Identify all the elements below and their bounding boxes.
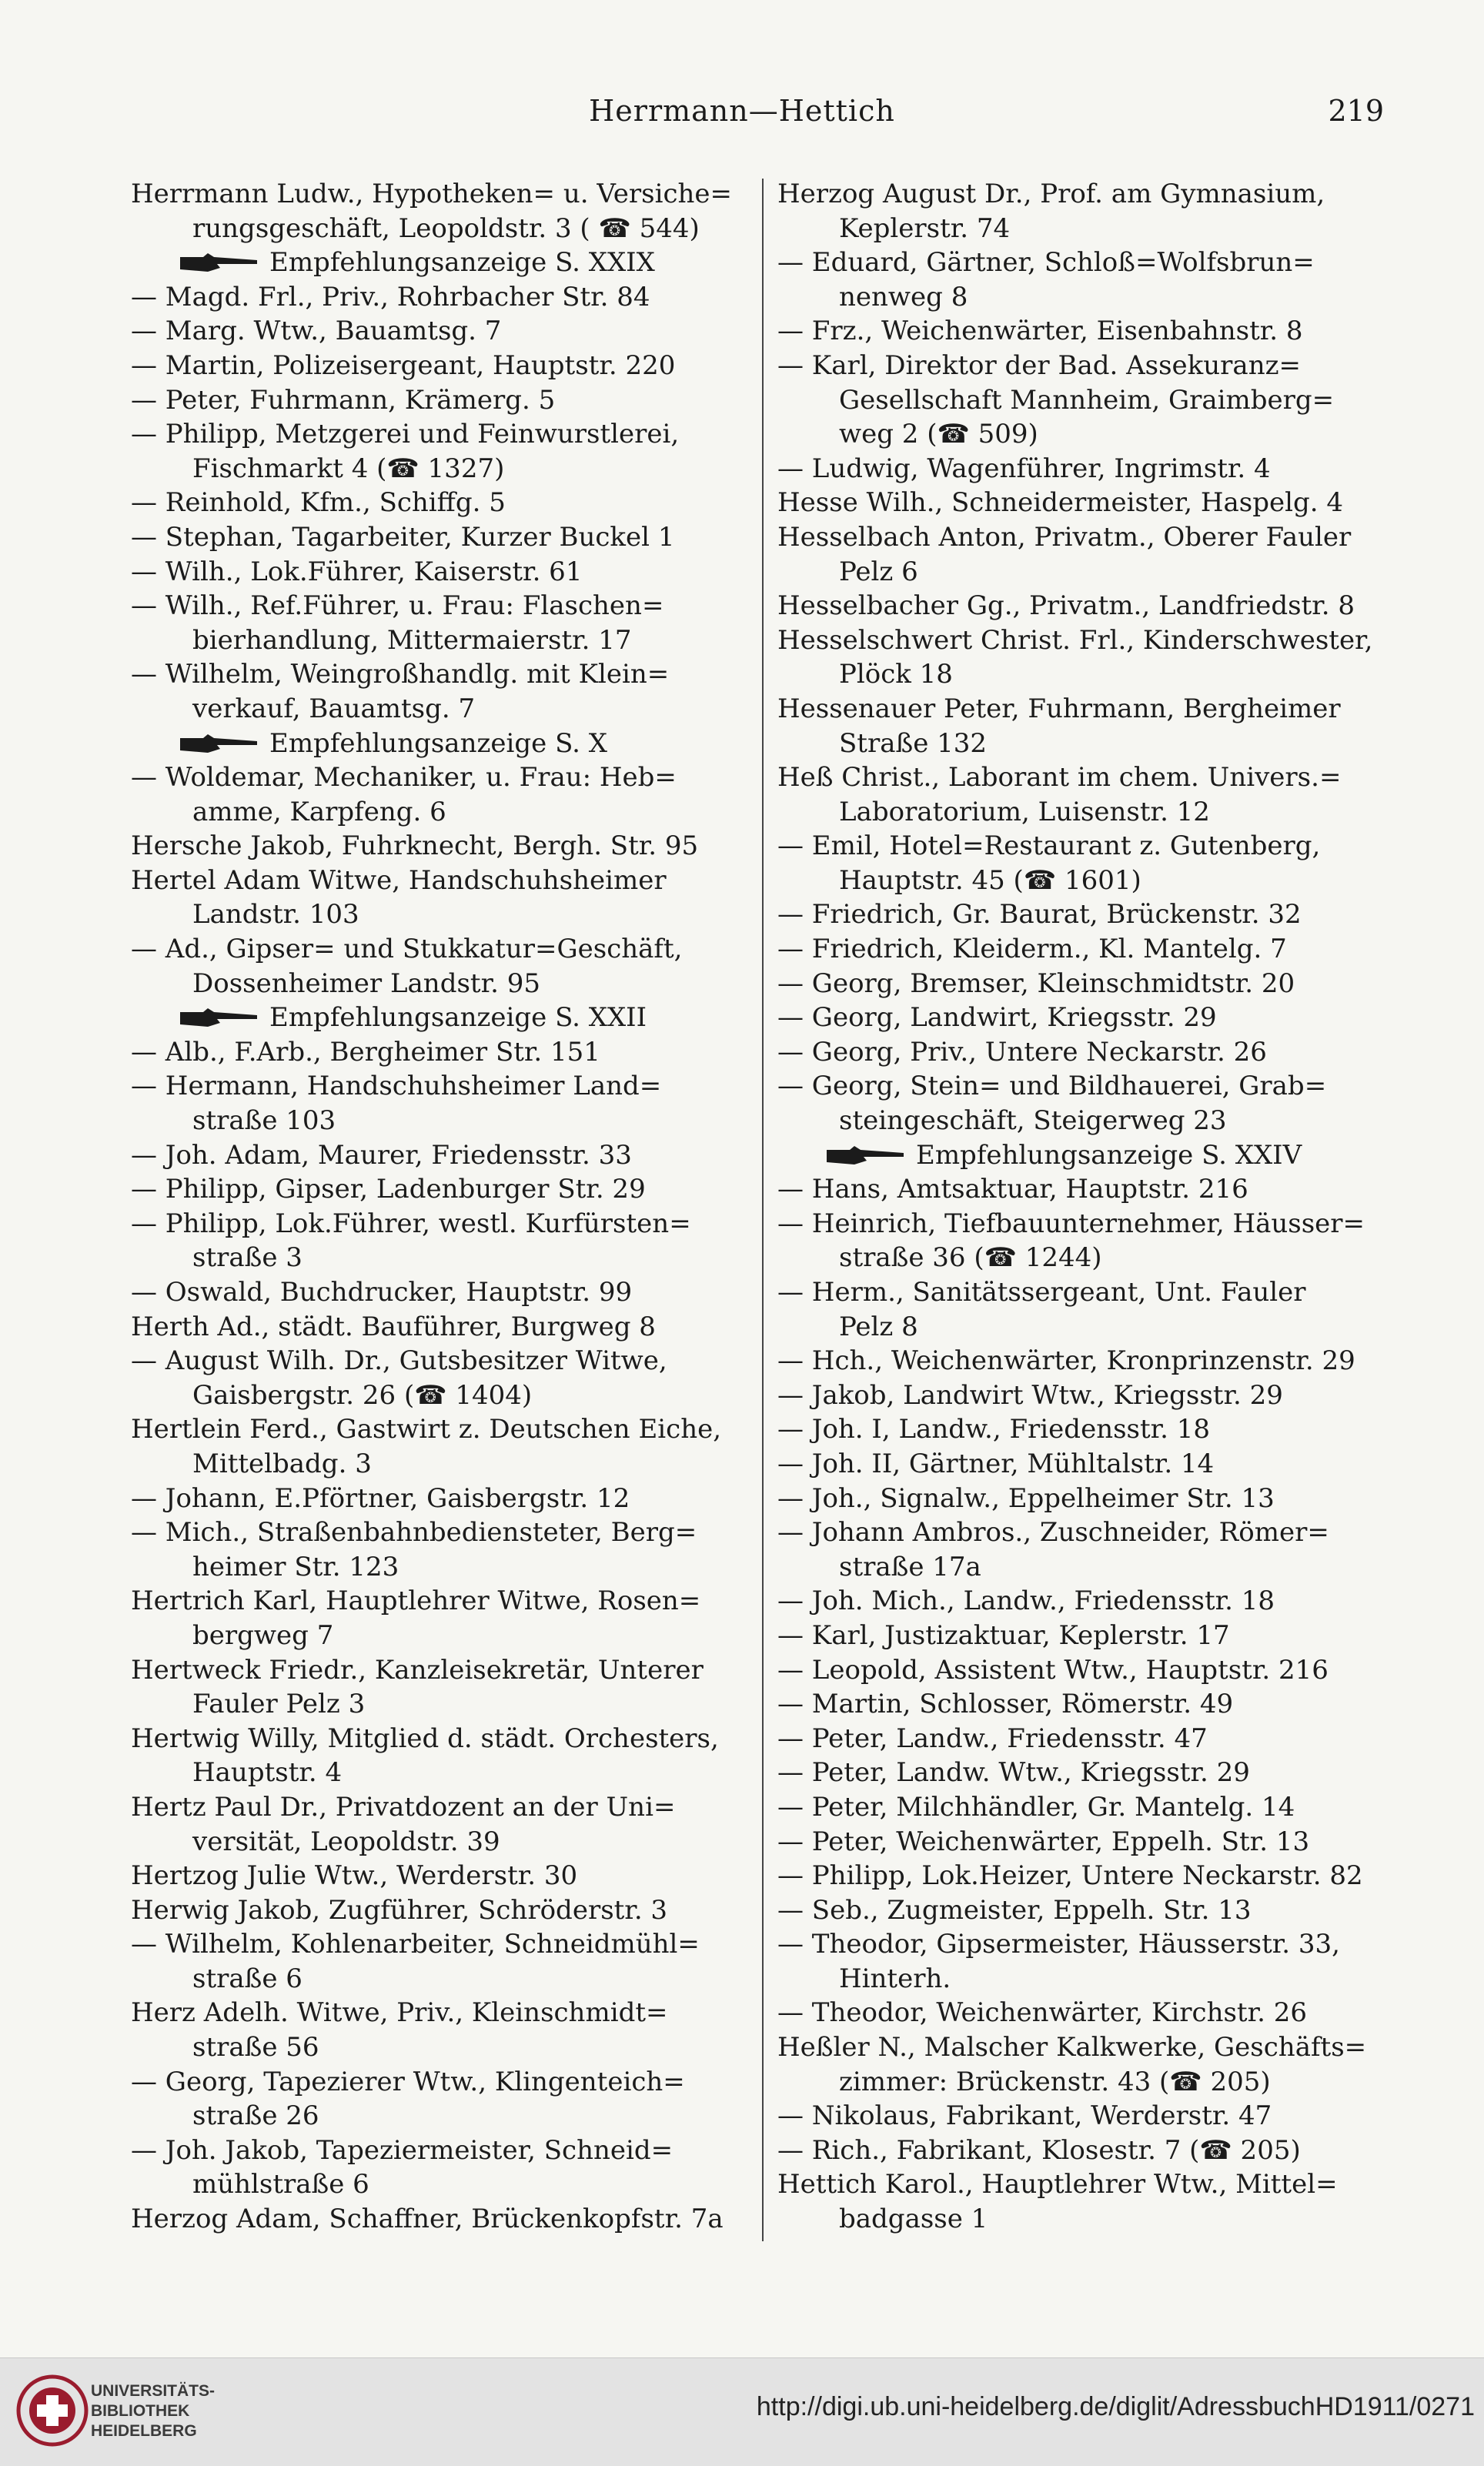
directory-line bbox=[777, 589, 1393, 623]
directory-line bbox=[131, 1927, 747, 1962]
directory-line-text: verkauf, Bauamtsg. 7 bbox=[192, 693, 476, 724]
directory-line-text: Hertrich Karl, Hauptlehrer Witwe, Rosen= bbox=[131, 1586, 701, 1617]
library-name bbox=[91, 2381, 215, 2441]
directory-line bbox=[777, 897, 1393, 932]
directory-line-text: — Hch., Weichenwärter, Kronprinzenstr. 29 bbox=[777, 1345, 1355, 1377]
library-name-line: BIBLIOTHEK bbox=[91, 2402, 190, 2420]
directory-line-text: — Ad., Gipser= und Stukkatur=Geschäft, bbox=[131, 934, 683, 965]
directory-line bbox=[131, 795, 747, 830]
directory-line bbox=[777, 1893, 1393, 1928]
directory-line bbox=[131, 452, 747, 486]
directory-line bbox=[777, 1859, 1393, 1893]
directory-line bbox=[131, 1515, 747, 1550]
directory-line bbox=[131, 1035, 747, 1070]
directory-line-text: Herth Ad., städt. Bauführer, Burgweg 8 bbox=[131, 1311, 656, 1342]
directory-line-text: — Peter, Weichenwärter, Eppelh. Str. 13 bbox=[777, 1826, 1310, 1857]
directory-line-text: — Martin, Polizeisergeant, Hauptstr. 220 bbox=[131, 349, 676, 381]
directory-line bbox=[777, 1584, 1393, 1619]
directory-line bbox=[777, 829, 1393, 864]
directory-line-text: Hesselschwert Christ. Frl., Kinderschwester, bbox=[777, 624, 1373, 656]
directory-line bbox=[777, 520, 1393, 555]
directory-line-text: — Mich., Straßenbahnbediensteter, Berg= bbox=[131, 1517, 697, 1549]
directory-line-text: — August Wilh. Dr., Gutsbesitzer Witwe, bbox=[131, 1345, 667, 1377]
directory-line bbox=[131, 1653, 747, 1688]
directory-line bbox=[777, 623, 1393, 658]
directory-line-text: straße 6 bbox=[192, 1963, 302, 1994]
directory-line-text: — Frz., Weichenwärter, Eisenbahnstr. 8 bbox=[777, 316, 1303, 347]
directory-line bbox=[131, 1069, 747, 1104]
directory-line-text: versität, Leopoldstr. 39 bbox=[192, 1826, 500, 1857]
directory-line-text: — Hermann, Handschuhsheimer Land= bbox=[131, 1071, 662, 1102]
directory-line-text: nenweg 8 bbox=[839, 281, 968, 312]
directory-line-text: Straße 132 bbox=[839, 727, 988, 759]
directory-line bbox=[131, 1412, 747, 1447]
directory-line-text: — Friedrich, Kleiderm., Kl. Mantelg. 7 bbox=[777, 934, 1287, 965]
directory-line-text: Plöck 18 bbox=[839, 659, 953, 690]
pointing-hand-icon bbox=[177, 1006, 262, 1029]
directory-line-text: Laboratorium, Luisenstr. 12 bbox=[839, 796, 1210, 827]
directory-line-text: — Wilhelm, Weingroßhandlg. mit Klein= bbox=[131, 659, 670, 690]
advertisement-reference bbox=[131, 246, 747, 280]
directory-line bbox=[777, 246, 1393, 280]
directory-line-text: Dossenheimer Landstr. 95 bbox=[192, 967, 540, 999]
directory-line bbox=[131, 589, 747, 623]
directory-line bbox=[777, 1619, 1393, 1653]
directory-line bbox=[131, 1550, 747, 1585]
directory-line-text: bergweg 7 bbox=[192, 1619, 334, 1651]
directory-line-text: — Joh. I, Landw., Friedensstr. 18 bbox=[777, 1414, 1211, 1445]
directory-line-text: Empfehlungsanzeige S. XXIX bbox=[269, 247, 655, 279]
directory-line bbox=[131, 314, 747, 349]
directory-line bbox=[777, 555, 1393, 590]
directory-line bbox=[777, 177, 1393, 212]
directory-line-text: Herzog Adam, Schaffner, Brückenkopfstr. 7a bbox=[131, 2204, 724, 2235]
directory-line-text: bierhandlung, Mittermaierstr. 17 bbox=[192, 624, 632, 656]
directory-line bbox=[131, 2202, 747, 2237]
page-header bbox=[0, 91, 1484, 137]
directory-line-text: Hessenauer Peter, Fuhrmann, Bergheimer bbox=[777, 693, 1341, 724]
directory-line bbox=[777, 1207, 1393, 1241]
directory-line bbox=[777, 1241, 1393, 1275]
directory-line-text: — Magd. Frl., Priv., Rohrbacher Str. 84 bbox=[131, 281, 650, 312]
directory-line bbox=[777, 795, 1393, 830]
directory-line bbox=[131, 555, 747, 590]
directory-line-text: — Peter, Landw., Friedensstr. 47 bbox=[777, 1723, 1208, 1754]
directory-line-text: Hersche Jakob, Fuhrknecht, Bergh. Str. 95 bbox=[131, 830, 699, 862]
directory-line bbox=[131, 1104, 747, 1138]
directory-line-text: straße 17a bbox=[839, 1551, 981, 1582]
directory-line-text: Hesselbacher Gg., Privatm., Landfriedstr. 8 bbox=[777, 590, 1355, 622]
directory-line-text: — Johann, E.Pförtner, Gaisbergstr. 12 bbox=[131, 1482, 630, 1514]
directory-line bbox=[777, 1172, 1393, 1207]
directory-line-text: — Joh. Adam, Maurer, Friedensstr. 33 bbox=[131, 1139, 632, 1171]
directory-line-text: — Friedrich, Gr. Baurat, Brückenstr. 32 bbox=[777, 899, 1302, 931]
directory-line-text: — Georg, Stein= und Bildhauerei, Grab= bbox=[777, 1071, 1327, 1102]
directory-line-text: Fischmarkt 4 (☎ 1327) bbox=[192, 453, 505, 484]
directory-line bbox=[777, 1001, 1393, 1035]
directory-line-text: — Wilhelm, Kohlenarbeiter, Schneidmühl= bbox=[131, 1929, 700, 1960]
directory-line-text: — Georg, Tapezierer Wtw., Klingenteich= bbox=[131, 2066, 685, 2097]
directory-line-text: — Joh. II, Gärtner, Mühltalstr. 14 bbox=[777, 1448, 1215, 1479]
directory-line-text: — Philipp, Metzgerei und Feinwurstlerei, bbox=[131, 419, 680, 450]
directory-line-text: — Martin, Schlosser, Römerstr. 49 bbox=[777, 1689, 1234, 1720]
directory-line bbox=[777, 486, 1393, 520]
directory-line-text: — Herm., Sanitätssergeant, Unt. Fauler bbox=[777, 1277, 1306, 1308]
directory-line bbox=[131, 1859, 747, 1893]
directory-line bbox=[131, 177, 747, 212]
directory-line bbox=[777, 1069, 1393, 1104]
directory-line bbox=[131, 1722, 747, 1756]
directory-line-text: Hauptstr. 4 bbox=[192, 1757, 343, 1789]
library-name-line: UNIVERSITÄTS- bbox=[91, 2382, 216, 2400]
directory-line bbox=[131, 417, 747, 452]
directory-line bbox=[131, 1996, 747, 2030]
directory-line bbox=[131, 1756, 747, 1790]
directory-line bbox=[131, 1207, 747, 1241]
directory-line bbox=[131, 692, 747, 727]
directory-line-text: — Stephan, Tagarbeiter, Kurzer Buckel 1 bbox=[131, 521, 675, 553]
directory-line-text: — Philipp, Lok.Heizer, Untere Neckarstr. 82 bbox=[777, 1860, 1363, 1892]
directory-line-text: steingeschäft, Steigerweg 23 bbox=[839, 1105, 1227, 1137]
directory-line-text: — Johann Ambros., Zuschneider, Römer= bbox=[777, 1517, 1329, 1549]
pointing-hand-icon bbox=[177, 251, 262, 274]
directory-line bbox=[131, 280, 747, 315]
directory-line-text: — Hans, Amtsaktuar, Hauptstr. 216 bbox=[777, 1174, 1248, 1205]
directory-line-text: straße 103 bbox=[192, 1105, 336, 1137]
directory-line-text: Herzog August Dr., Prof. am Gymnasium, bbox=[777, 179, 1325, 209]
directory-line bbox=[777, 1996, 1393, 2030]
directory-line-text: mühlstraße 6 bbox=[192, 2169, 369, 2200]
directory-line-text: — Peter, Fuhrmann, Krämerg. 5 bbox=[131, 384, 556, 416]
page-title: Herrmann—Hettich bbox=[589, 94, 895, 128]
directory-line-text: Hertel Adam Witwe, Handschuhsheimer bbox=[131, 864, 667, 896]
directory-line-text: Empfehlungsanzeige S. X bbox=[269, 727, 607, 759]
directory-line-text: weg 2 (☎ 509) bbox=[839, 419, 1038, 450]
directory-line-text: Hesse Wilh., Schneidermeister, Haspelg. 4 bbox=[777, 487, 1344, 519]
directory-line-text: — Karl, Justizaktuar, Keplerstr. 17 bbox=[777, 1619, 1230, 1651]
directory-line bbox=[777, 314, 1393, 349]
directory-line bbox=[131, 1687, 747, 1722]
directory-line bbox=[777, 1515, 1393, 1550]
directory-line bbox=[131, 829, 747, 864]
right-column bbox=[777, 177, 1393, 2237]
directory-line-text: — Ludwig, Wagenführer, Ingrimstr. 4 bbox=[777, 453, 1271, 484]
directory-line bbox=[131, 2099, 747, 2134]
column-divider bbox=[762, 179, 764, 2241]
directory-line bbox=[777, 1790, 1393, 1825]
directory-line-text: — Theodor, Weichenwärter, Kirchstr. 26 bbox=[777, 1997, 1307, 2029]
directory-line-text: — Philipp, Gipser, Ladenburger Str. 29 bbox=[131, 1174, 646, 1205]
directory-line-text: heimer Str. 123 bbox=[192, 1551, 399, 1582]
directory-line-text: Hertlein Ferd., Gastwirt z. Deutschen Eiche, bbox=[131, 1414, 722, 1445]
directory-line-text: Mittelbadg. 3 bbox=[192, 1448, 372, 1479]
directory-line-text: Hettich Karol., Hauptlehrer Wtw., Mittel= bbox=[777, 2169, 1338, 2200]
directory-line bbox=[131, 1344, 747, 1378]
directory-line bbox=[777, 1035, 1393, 1070]
directory-line-text: straße 26 bbox=[192, 2100, 319, 2132]
directory-line-text: Fauler Pelz 3 bbox=[192, 1689, 366, 1720]
directory-line bbox=[777, 692, 1393, 727]
page-number: 219 bbox=[1328, 94, 1384, 128]
directory-line bbox=[777, 1378, 1393, 1413]
directory-line-text: — Eduard, Gärtner, Schloß=Wolfsbrun= bbox=[777, 247, 1315, 279]
directory-line bbox=[131, 1378, 747, 1413]
directory-line bbox=[131, 864, 747, 898]
pointing-hand-icon bbox=[177, 732, 262, 755]
directory-line bbox=[777, 1104, 1393, 1138]
directory-line-text: Empfehlungsanzeige S. XXII bbox=[269, 1002, 647, 1034]
advertisement-reference bbox=[777, 1138, 1393, 1173]
directory-line-text: — Alb., F.Arb., Bergheimer Str. 151 bbox=[131, 1036, 600, 1068]
directory-line-text: Gesellschaft Mannheim, Graimberg= bbox=[839, 384, 1335, 416]
directory-line-text: — Joh. Mich., Landw., Friedensstr. 18 bbox=[777, 1586, 1275, 1617]
directory-line bbox=[131, 1825, 747, 1860]
directory-line-text: — Reinhold, Kfm., Schiffg. 5 bbox=[131, 487, 506, 519]
directory-line-text: — Seb., Zugmeister, Eppelh. Str. 13 bbox=[777, 1894, 1252, 1926]
directory-line bbox=[777, 1687, 1393, 1722]
directory-line bbox=[131, 1893, 747, 1928]
directory-line bbox=[131, 486, 747, 520]
directory-line-text: Herwig Jakob, Zugführer, Schröderstr. 3 bbox=[131, 1894, 668, 1926]
directory-line bbox=[131, 1447, 747, 1482]
directory-line-text: straße 56 bbox=[192, 2032, 319, 2063]
directory-line bbox=[777, 383, 1393, 418]
directory-line bbox=[777, 452, 1393, 486]
directory-line-text: — Philipp, Lok.Führer, westl. Kurfürsten= bbox=[131, 1208, 691, 1239]
directory-line bbox=[131, 1790, 747, 1825]
directory-line bbox=[777, 1344, 1393, 1378]
directory-line bbox=[777, 1653, 1393, 1688]
directory-line bbox=[777, 1550, 1393, 1585]
left-column bbox=[131, 177, 747, 2237]
directory-line-text: — Joh. Jakob, Tapeziermeister, Schneid= bbox=[131, 2134, 673, 2166]
directory-line bbox=[131, 1619, 747, 1653]
directory-line bbox=[777, 1412, 1393, 1447]
directory-line-text: Hinterh. bbox=[839, 1963, 951, 1994]
directory-line-text: straße 3 bbox=[192, 1242, 302, 1274]
directory-line bbox=[777, 280, 1393, 315]
directory-line bbox=[131, 1962, 747, 1997]
directory-line bbox=[777, 1447, 1393, 1482]
directory-line-text: Keplerstr. 74 bbox=[839, 212, 1011, 244]
directory-line bbox=[777, 1927, 1393, 1962]
directory-line-text: rungsgeschäft, Leopoldstr. 3 ( ☎ 544) bbox=[192, 212, 700, 244]
directory-line bbox=[777, 212, 1393, 246]
directory-line bbox=[131, 349, 747, 383]
directory-line bbox=[131, 657, 747, 692]
library-name-line: HEIDELBERG bbox=[91, 2422, 197, 2440]
directory-line-text: — Wilh., Lok.Führer, Kaiserstr. 61 bbox=[131, 556, 583, 587]
directory-line-text: Pelz 8 bbox=[839, 1311, 918, 1342]
pointing-hand-icon bbox=[824, 1144, 908, 1167]
directory-line bbox=[131, 2065, 747, 2100]
directory-line-text: Pelz 6 bbox=[839, 556, 918, 587]
directory-line bbox=[131, 1584, 747, 1619]
directory-line-text: — Oswald, Buchdrucker, Hauptstr. 99 bbox=[131, 1277, 633, 1308]
advertisement-reference bbox=[131, 1001, 747, 1035]
directory-line-text: badgasse 1 bbox=[839, 2204, 988, 2235]
directory-line bbox=[131, 1172, 747, 1207]
directory-line-text: — Georg, Landwirt, Kriegsstr. 29 bbox=[777, 1002, 1217, 1034]
advertisement-reference bbox=[131, 727, 747, 761]
directory-line-text: — Georg, Priv., Untere Neckarstr. 26 bbox=[777, 1036, 1267, 1068]
directory-line bbox=[777, 1310, 1393, 1345]
directory-line-text: zimmer: Brückenstr. 43 (☎ 205) bbox=[839, 2066, 1271, 2097]
directory-line bbox=[131, 520, 747, 555]
directory-line-text: — Marg. Wtw., Bauamtsg. 7 bbox=[131, 316, 502, 347]
directory-line bbox=[777, 864, 1393, 898]
directory-line bbox=[131, 760, 747, 795]
directory-line bbox=[777, 1756, 1393, 1790]
directory-line bbox=[131, 2134, 747, 2168]
directory-line-text: straße 36 (☎ 1244) bbox=[839, 1242, 1102, 1274]
directory-line bbox=[777, 2030, 1393, 2065]
directory-line-text: Hertz Paul Dr., Privatdozent an der Uni= bbox=[131, 1791, 676, 1823]
directory-line bbox=[777, 2099, 1393, 2134]
directory-line bbox=[131, 1482, 747, 1516]
directory-line bbox=[131, 383, 747, 418]
directory-line-text: — Georg, Bremser, Kleinschmidtstr. 20 bbox=[777, 967, 1295, 999]
directory-line-text: Hauptstr. 45 (☎ 1601) bbox=[839, 864, 1141, 896]
directory-line-text: — Emil, Hotel=Restaurant z. Gutenberg, bbox=[777, 830, 1321, 862]
directory-line bbox=[777, 1825, 1393, 1860]
directory-line-text: — Jakob, Landwirt Wtw., Kriegsstr. 29 bbox=[777, 1379, 1283, 1411]
directory-line bbox=[777, 1275, 1393, 1310]
directory-line bbox=[777, 2134, 1393, 2168]
directory-line bbox=[131, 967, 747, 1001]
directory-line bbox=[131, 2030, 747, 2065]
source-url[interactable]: http://digi.ub.uni-heidelberg.de/diglit/AdressbuchHD1911/0271 bbox=[756, 2392, 1475, 2421]
directory-line bbox=[131, 932, 747, 967]
directory-line-text: Landstr. 103 bbox=[192, 899, 359, 931]
directory-line-text: — Heinrich, Tiefbauunternehmer, Häusser= bbox=[777, 1208, 1365, 1239]
directory-line-text: Heß Christ., Laborant im chem. Univers.= bbox=[777, 762, 1342, 794]
footer-bar bbox=[0, 2357, 1484, 2466]
directory-line bbox=[131, 1275, 747, 1310]
directory-line-text: Herrmann Ludw., Hypotheken= u. Versiche= bbox=[131, 179, 733, 209]
directory-line bbox=[777, 727, 1393, 761]
directory-line-text: — Peter, Milchhändler, Gr. Mantelg. 14 bbox=[777, 1791, 1295, 1823]
directory-line bbox=[777, 657, 1393, 692]
directory-line-text: Hertwig Willy, Mitglied d. städt. Orchesters, bbox=[131, 1723, 719, 1754]
directory-line bbox=[131, 1310, 747, 1345]
directory-line bbox=[777, 760, 1393, 795]
directory-line bbox=[777, 349, 1393, 383]
directory-line-text: Hertweck Friedr., Kanzleisekretär, Unterer bbox=[131, 1654, 704, 1686]
directory-line bbox=[131, 623, 747, 658]
directory-line bbox=[131, 1241, 747, 1275]
directory-line-text: — Karl, Direktor der Bad. Assekuranz= bbox=[777, 349, 1301, 381]
directory-line-text: — Peter, Landw. Wtw., Kriegsstr. 29 bbox=[777, 1757, 1250, 1789]
directory-line bbox=[777, 932, 1393, 967]
directory-line bbox=[777, 417, 1393, 452]
university-seal-icon bbox=[14, 2372, 91, 2449]
directory-line-text: — Nikolaus, Fabrikant, Werderstr. 47 bbox=[777, 2100, 1272, 2132]
directory-line bbox=[777, 967, 1393, 1001]
directory-line-text: Empfehlungsanzeige S. XXIV bbox=[916, 1139, 1302, 1171]
directory-line-text: — Theodor, Gipsermeister, Häusserstr. 33, bbox=[777, 1929, 1340, 1960]
directory-line-text: — Wilh., Ref.Führer, u. Frau: Flaschen= bbox=[131, 590, 664, 622]
directory-line bbox=[777, 2065, 1393, 2100]
directory-line-text: amme, Karpfeng. 6 bbox=[192, 796, 446, 827]
directory-line bbox=[131, 1138, 747, 1173]
directory-line-text: — Rich., Fabrikant, Klosestr. 7 (☎ 205) bbox=[777, 2134, 1301, 2166]
directory-line bbox=[777, 2202, 1393, 2237]
directory-line-text: — Leopold, Assistent Wtw., Hauptstr. 216 bbox=[777, 1654, 1329, 1686]
directory-line bbox=[131, 897, 747, 932]
directory-line-text: Heßler N., Malscher Kalkwerke, Geschäfts= bbox=[777, 2032, 1367, 2063]
directory-line bbox=[777, 1962, 1393, 1997]
directory-line-text: Hesselbach Anton, Privatm., Oberer Fauler bbox=[777, 521, 1352, 553]
directory-line-text: — Woldemar, Mechaniker, u. Frau: Heb= bbox=[131, 762, 677, 794]
directory-line-text: Herz Adelh. Witwe, Priv., Kleinschmidt= bbox=[131, 1997, 668, 2029]
directory-line-text: — Joh., Signalw., Eppelheimer Str. 13 bbox=[777, 1482, 1275, 1514]
directory-line-text: Hertzog Julie Wtw., Werderstr. 30 bbox=[131, 1860, 578, 1892]
directory-line bbox=[131, 212, 747, 246]
directory-line-text: Gaisbergstr. 26 (☎ 1404) bbox=[192, 1379, 533, 1411]
directory-line bbox=[777, 1482, 1393, 1516]
directory-line bbox=[777, 2167, 1393, 2202]
directory-line bbox=[131, 2167, 747, 2202]
directory-line bbox=[777, 1722, 1393, 1756]
